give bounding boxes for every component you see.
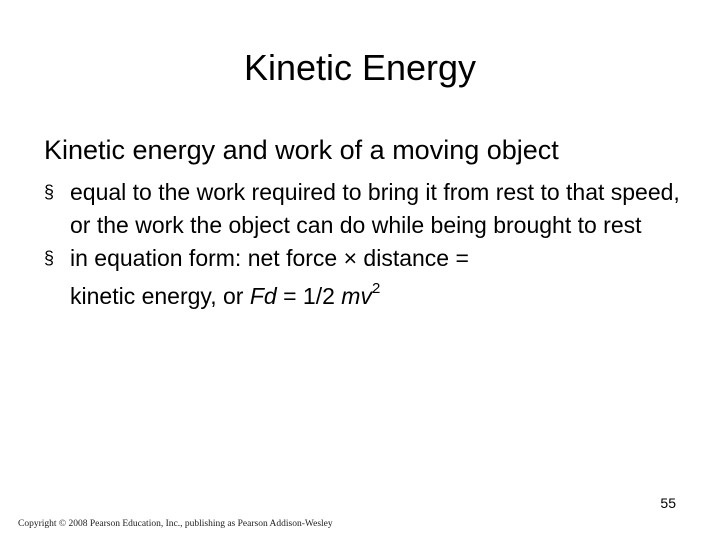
bullet-marker-icon: § (44, 248, 55, 268)
bullet-text: equal to the work required to bring it from rest to that speed, or the work the object can do while being brought to rest (70, 179, 680, 238)
bullet-text: kinetic energy, or (70, 283, 250, 309)
bullet-marker-icon: § (44, 182, 55, 202)
bullet-text-line1 (70, 245, 469, 271)
slide-heading: Kinetic energy and work of a moving object (44, 135, 559, 165)
slide-title: Kinetic Energy (243, 47, 477, 88)
times-symbol: × (343, 245, 358, 271)
bullet-text: distance = (357, 245, 469, 271)
copyright-notice: Copyright © 2008 Pearson Education, Inc., publishing as Pearson Addison-Wesley (18, 519, 333, 529)
bullet-list (44, 176, 694, 312)
exponent: 2 (371, 280, 381, 298)
equation-text: = 1/2 (276, 283, 342, 309)
bullet-item (44, 242, 694, 312)
force-variable: F (249, 283, 264, 309)
bullet-item (44, 176, 694, 242)
mass-variable: m (341, 283, 361, 309)
page-number: 55 (660, 495, 676, 511)
velocity-variable: v (360, 283, 372, 309)
distance-variable: d (263, 283, 277, 309)
bullet-text: in equation form: net force (70, 245, 344, 271)
bullet-text-line2 (70, 280, 694, 312)
